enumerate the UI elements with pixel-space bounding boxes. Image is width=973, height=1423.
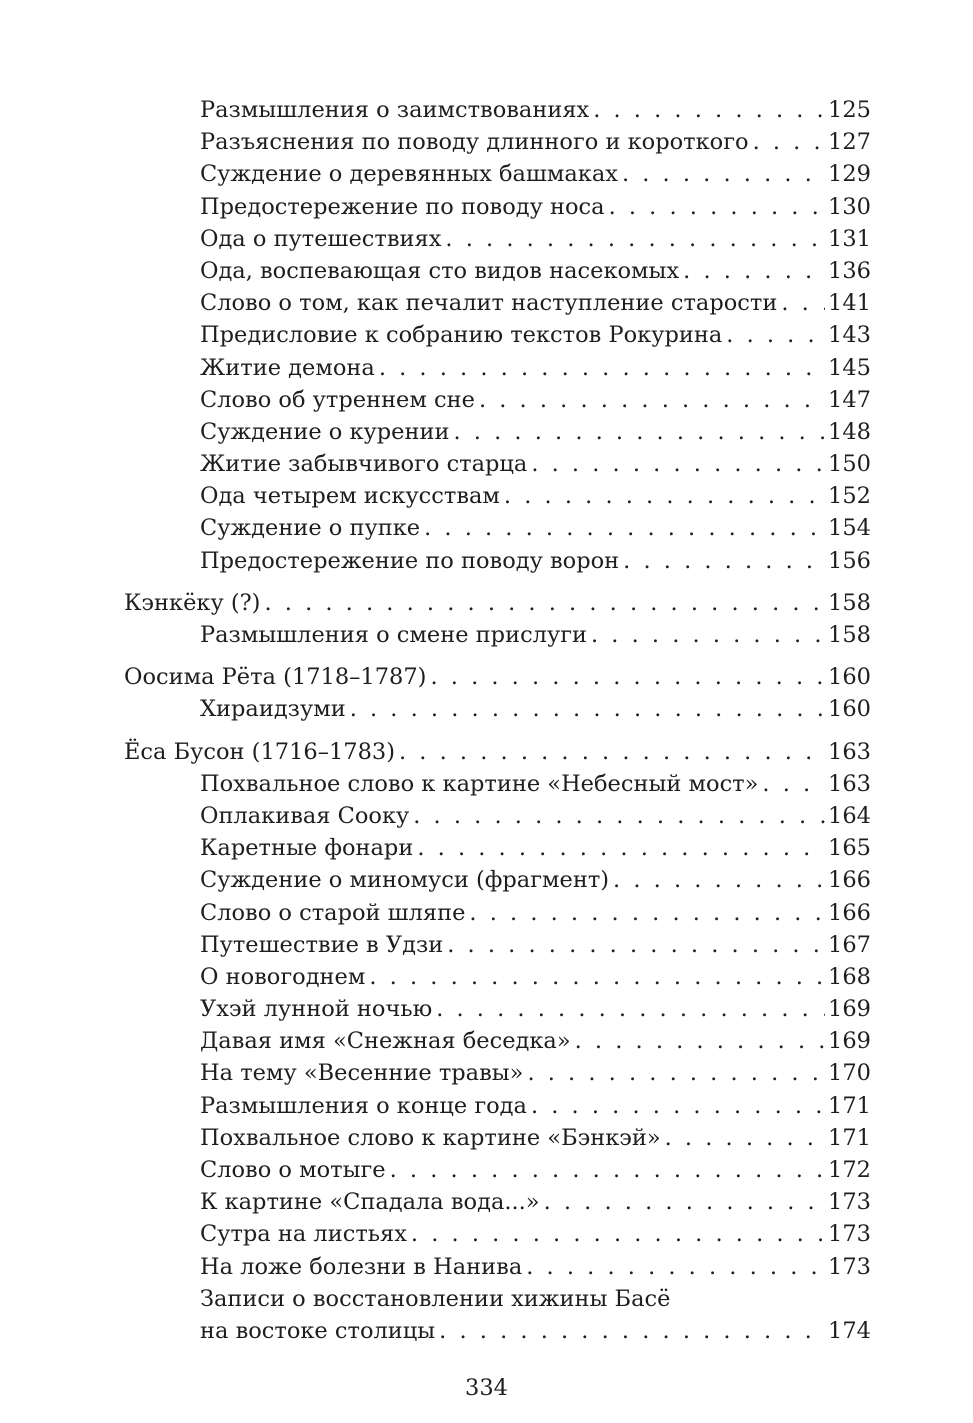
- toc-entry-multiline: [124, 1283, 871, 1347]
- entry-page: 158: [828, 622, 871, 648]
- dot-leader: [447, 929, 825, 961]
- entry-page: 148: [828, 418, 871, 445]
- dot-leader: [526, 1251, 825, 1283]
- dot-leader: [544, 1186, 825, 1218]
- entry-page: 141: [828, 290, 871, 317]
- entry-page: 174: [828, 1317, 871, 1344]
- dot-leader: [399, 736, 825, 768]
- entry-page: 165: [828, 835, 871, 862]
- entry-title: Слово об утреннем сне: [200, 386, 475, 413]
- entry-page: 172: [828, 1157, 871, 1183]
- toc-entry: [124, 1057, 871, 1089]
- entry-page: 152: [828, 483, 871, 510]
- dot-leader: [430, 661, 825, 693]
- dot-leader: [504, 480, 825, 512]
- dot-leader: [622, 158, 825, 190]
- entry-title: Давая имя «Снежная беседка»: [200, 1028, 571, 1055]
- entry-title: Слово о мотыге: [200, 1157, 386, 1183]
- entry-title: Похвальное слово к картине «Бэнкэй»: [200, 1124, 661, 1151]
- toc-entry: [124, 384, 871, 416]
- entry-title: Похвальное слово к картине «Небесный мост»: [200, 770, 759, 797]
- entry-page: 170: [828, 1060, 871, 1087]
- dot-leader: [445, 223, 825, 255]
- dot-leader: [369, 961, 825, 993]
- entry-title: На тему «Весенние травы»: [200, 1060, 524, 1087]
- entry-title: Ода, воспевающая сто видов насекомых: [200, 257, 680, 284]
- entry-title: Житие забывчивого старца: [200, 451, 528, 478]
- entry-page: 173: [828, 1253, 871, 1280]
- toc-entry: [124, 287, 871, 319]
- entry-title: Сутра на листьях: [200, 1221, 407, 1248]
- toc-entry: [124, 545, 871, 577]
- dot-leader: [531, 448, 825, 480]
- entry-page: 167: [828, 931, 871, 958]
- dot-leader: [350, 693, 825, 725]
- dot-leader: [411, 1218, 825, 1250]
- toc-entry: [124, 993, 871, 1025]
- dot-leader: [781, 287, 825, 319]
- entry-page: 171: [828, 1124, 871, 1151]
- dot-leader: [417, 832, 825, 864]
- entry-title: Путешествие в Удзи: [200, 931, 444, 958]
- entry-title: Размышления о смене прислуги: [200, 622, 587, 648]
- toc-entry: [124, 832, 871, 864]
- dot-leader: [469, 897, 825, 929]
- entry-title: Предостережение по поводу носа: [200, 193, 605, 220]
- dot-leader: [609, 191, 825, 223]
- entry-page: 166: [828, 899, 871, 926]
- entry-title: Размышления о заимствованиях: [200, 97, 590, 123]
- dot-leader: [379, 352, 825, 384]
- author-page: 163: [828, 738, 871, 765]
- entry-title: Слово о том, как печалит наступление старости: [200, 290, 778, 317]
- toc-entry: [124, 619, 871, 651]
- toc-entry: [124, 800, 871, 832]
- entry-page: 154: [828, 515, 871, 542]
- dot-leader: [665, 1122, 825, 1154]
- author-name: Оосима Рёта (1718–1787): [124, 664, 427, 691]
- toc-entry: [124, 319, 871, 351]
- toc-entry: [124, 1251, 871, 1283]
- entry-page: 160: [828, 696, 871, 723]
- entry-title: Ухэй лунной ночью: [200, 996, 433, 1023]
- dot-leader: [264, 587, 825, 619]
- toc-entry: [124, 191, 871, 223]
- toc-author-heading: [124, 736, 871, 768]
- dot-leader: [593, 94, 825, 126]
- toc-entry: [124, 126, 871, 158]
- entry-title: Предостережение по поводу ворон: [200, 547, 620, 574]
- author-name: Кэнкёку (?): [124, 589, 261, 616]
- author-page: 160: [828, 664, 871, 691]
- entry-title: Размышления о конце года: [200, 1092, 527, 1119]
- toc-entry: [124, 1090, 871, 1122]
- entry-page: 127: [828, 129, 871, 156]
- entry-title: Каретные фонари: [200, 835, 414, 862]
- dot-leader: [454, 416, 826, 448]
- toc-entry: [124, 512, 871, 544]
- entry-page: 131: [828, 225, 871, 252]
- entry-page: 136: [828, 257, 871, 284]
- toc-author-heading: [124, 587, 871, 619]
- toc-entry: [124, 864, 871, 896]
- toc-entry: [124, 961, 871, 993]
- entry-title: Ода четырем искусствам: [200, 483, 500, 510]
- entry-title: Суждение о деревянных башмаках: [200, 161, 618, 188]
- dot-leader: [439, 1315, 825, 1347]
- entry-page: 169: [828, 996, 871, 1023]
- toc-entry: [124, 1025, 871, 1057]
- toc-entry: [124, 693, 871, 725]
- entry-page: 145: [828, 354, 871, 381]
- toc-entry: [124, 416, 871, 448]
- entry-title: Предисловие к собранию текстов Рокурина: [200, 322, 723, 349]
- toc-author-heading: [124, 661, 871, 693]
- toc-entry: [124, 448, 871, 480]
- entry-page: 168: [828, 963, 871, 990]
- entry-page: 163: [828, 770, 871, 797]
- dot-leader: [683, 255, 825, 287]
- dot-leader: [591, 619, 825, 651]
- dot-leader: [762, 768, 825, 800]
- entry-page: 143: [828, 322, 871, 349]
- dot-leader: [613, 864, 825, 896]
- dot-leader: [527, 1057, 825, 1089]
- entry-title: На ложе болезни в Нанива: [200, 1253, 523, 1280]
- toc-entry: [124, 255, 871, 287]
- entry-title: Суждение о пупке: [200, 515, 421, 542]
- toc-entry: [124, 480, 871, 512]
- dot-leader: [413, 800, 825, 832]
- entry-page: 164: [828, 802, 871, 829]
- entry-page: 129: [828, 161, 871, 188]
- entry-title-line2-row: [200, 1315, 871, 1347]
- entry-title: Ода о путешествиях: [200, 225, 442, 252]
- toc-entry: [124, 94, 871, 126]
- toc-entry: [124, 1122, 871, 1154]
- entry-page: 130: [828, 193, 871, 220]
- entry-page: 156: [828, 547, 871, 574]
- author-name: Ёса Бусон (1716–1783): [124, 738, 395, 765]
- toc-entry: [124, 1186, 871, 1218]
- dot-leader: [424, 512, 825, 544]
- entry-title: Суждение о миномуси (фрагмент): [200, 867, 610, 894]
- entry-page: 166: [828, 867, 871, 894]
- toc-entry: [124, 929, 871, 961]
- dot-leader: [436, 993, 825, 1025]
- entry-title: Оплакивая Сооку: [200, 802, 410, 829]
- entry-page: 173: [828, 1221, 871, 1248]
- dot-leader: [726, 319, 825, 351]
- toc-entry: [124, 897, 871, 929]
- entry-title: Суждение о курении: [200, 418, 450, 445]
- entry-title: Хираидзуми: [200, 696, 346, 723]
- toc-entry: [124, 1218, 871, 1250]
- entry-title: Разъяснения по поводу длинного и короткого: [200, 129, 749, 156]
- entry-title: Житие демона: [200, 354, 375, 381]
- toc-entry: [124, 1154, 871, 1186]
- table-of-contents: [124, 94, 871, 1347]
- dot-leader: [531, 1090, 825, 1122]
- toc-entry: [124, 158, 871, 190]
- dot-leader: [753, 126, 825, 158]
- toc-entry: [124, 223, 871, 255]
- dot-leader: [390, 1154, 825, 1186]
- entry-title-line2: на востоке столицы: [200, 1317, 436, 1344]
- entry-page: 171: [828, 1092, 871, 1119]
- entry-page: 169: [828, 1028, 871, 1055]
- toc-entry: [124, 768, 871, 800]
- entry-title: Слово о старой шляпе: [200, 899, 466, 926]
- dot-leader: [623, 545, 825, 577]
- author-page: 158: [828, 589, 871, 616]
- entry-title-line1: Записи о восстановлении хижины Басё: [200, 1285, 671, 1312]
- entry-page: 150: [828, 451, 871, 478]
- entry-page: 125: [828, 97, 871, 123]
- entry-page: 147: [828, 386, 871, 413]
- entry-title: К картине «Спадала вода...»: [200, 1189, 540, 1216]
- toc-entry: [124, 352, 871, 384]
- entry-page: 173: [828, 1189, 871, 1216]
- entry-title: О новогоднем: [200, 963, 366, 990]
- dot-leader: [575, 1025, 825, 1057]
- page-number: 334: [465, 1375, 508, 1401]
- dot-leader: [479, 384, 825, 416]
